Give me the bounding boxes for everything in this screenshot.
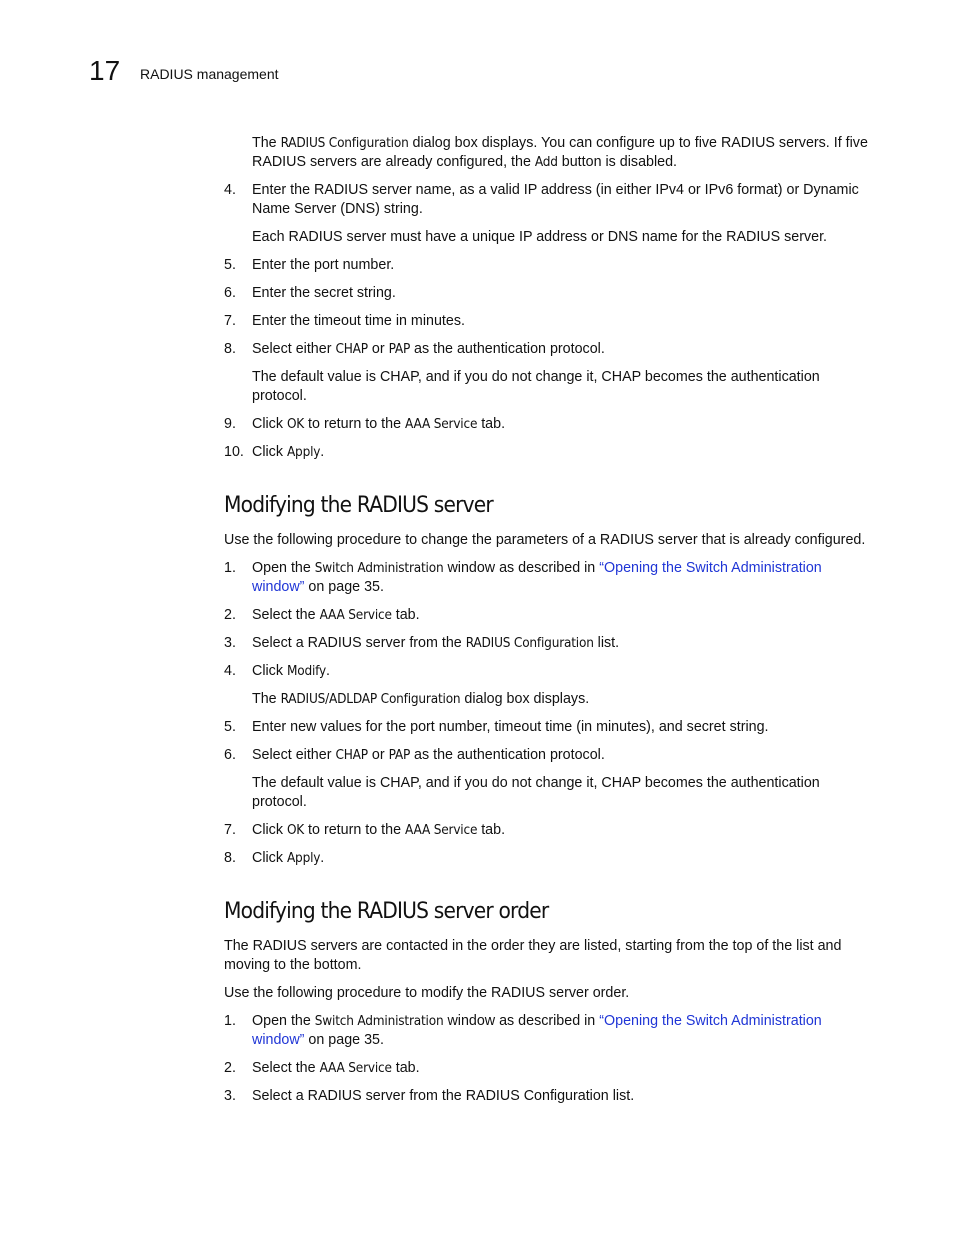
step-7: 7. Enter the timeout time in minutes. (224, 313, 465, 329)
ui-term: OK (286, 416, 305, 432)
ui-term: OK (286, 822, 305, 838)
ui-term: Add (534, 154, 558, 170)
ui-term: PAP (388, 747, 411, 763)
step-10: 10. Click Apply. (224, 444, 325, 460)
step-note: The RADIUS/ADLDAP Configuration dialog box displays. (252, 691, 590, 707)
step-note: The default value is CHAP, and if you do not change it, CHAP becomes the authentication protocol. (252, 775, 820, 810)
ui-term: AAA Service (405, 822, 478, 838)
chapter-title: RADIUS management (140, 66, 279, 82)
ui-term: RADIUS Configuration (465, 635, 594, 651)
section-intro: Use the following procedure to change the parameters of a RADIUS server that is already configured. (224, 532, 866, 548)
step-2: 2. Select the AAA Service tab. (224, 1060, 420, 1076)
section-paragraph: The RADIUS servers are contacted in the order they are listed, starting from the top of the list and moving to the bottom. (224, 938, 842, 973)
step-3: 3. Select a RADIUS server from the RADIUS Configuration list. (224, 1088, 635, 1104)
ui-term: RADIUS Configuration (280, 135, 409, 151)
section-paragraph: Use the following procedure to modify the RADIUS server order. (224, 985, 630, 1001)
step-1: 1. Open the Switch Administration window as described in “Opening the Switch Administration window” on page 35. (224, 1013, 822, 1048)
ui-term: AAA Service (405, 416, 478, 432)
step-6: 6. Enter the secret string. (224, 285, 396, 301)
ui-term: Switch Administration (314, 560, 444, 576)
step-note: The default value is CHAP, and if you do not change it, CHAP becomes the authentication protocol. (252, 369, 820, 404)
ui-term: PAP (388, 341, 411, 357)
cross-reference-link[interactable]: “Opening the Switch Administration window” (252, 560, 822, 595)
step-7: 7. Click OK to return to the AAA Service tab. (224, 822, 506, 838)
ui-term: Switch Administration (314, 1013, 444, 1029)
step-2: 2. Select the AAA Service tab. (224, 607, 420, 623)
step-9: 9. Click OK to return to the AAA Service tab. (224, 416, 506, 432)
step-note: Each RADIUS server must have a unique IP address or DNS name for the RADIUS server. (252, 229, 828, 245)
step-4: 4. Enter the RADIUS server name, as a valid IP address (in either IPv4 or IPv6 format) or Dynamic Name Server (DNS) string. (224, 182, 859, 217)
step-4: 4. Click Modify. (224, 663, 330, 679)
ui-term: RADIUS/ADLDAP Configuration (280, 691, 461, 707)
ui-term: Apply (286, 850, 321, 866)
ui-term: Modify (286, 663, 326, 679)
chapter-number: 17 (89, 55, 121, 86)
ui-term: AAA Service (319, 607, 392, 623)
section-heading-modify-server: Modifying the RADIUS server (224, 493, 493, 518)
ui-term: CHAP (335, 341, 368, 357)
document-body (224, 134, 872, 1106)
step-8: 8. Select either CHAP or PAP as the authentication protocol. (224, 341, 605, 357)
step-1: 1. Open the Switch Administration window as described in “Opening the Switch Administration window” on page 35. (224, 560, 822, 595)
step-5: 5. Enter new values for the port number, timeout time (in minutes), and secret string. (224, 719, 769, 735)
ui-term: Apply (286, 444, 321, 460)
step-5: 5. Enter the port number. (224, 257, 395, 273)
step-8: 8. Click Apply. (224, 850, 325, 866)
ui-term: CHAP (335, 747, 368, 763)
step-3: 3. Select a RADIUS server from the RADIUS Configuration list. (224, 635, 620, 651)
ui-term: AAA Service (319, 1060, 392, 1076)
step-6: 6. Select either CHAP or PAP as the authentication protocol. (224, 747, 605, 763)
section-heading-modify-order: Modifying the RADIUS server order (224, 899, 549, 924)
cross-reference-link[interactable]: “Opening the Switch Administration window” (252, 1013, 822, 1048)
intro-paragraph: The RADIUS Configuration dialog box displays. You can configure up to five RADIUS servers. If five RADIUS servers are already configured, the Add button is disabled. (252, 135, 868, 170)
